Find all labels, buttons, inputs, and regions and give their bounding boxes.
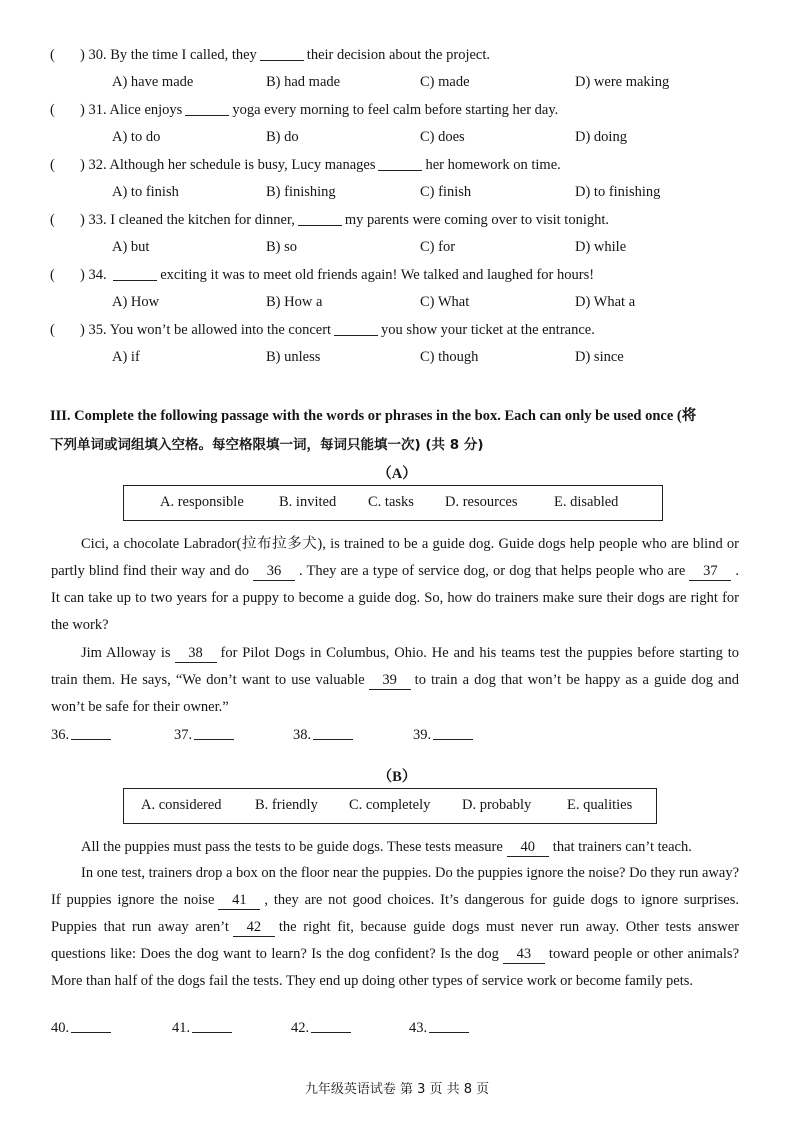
answer-line[interactable] bbox=[313, 725, 353, 740]
question-number: ) 35. bbox=[80, 322, 107, 338]
option-a: A) but bbox=[112, 239, 150, 255]
question-number: ) 32. bbox=[80, 157, 107, 173]
option-c: C) finish bbox=[420, 184, 472, 200]
answer-line[interactable] bbox=[71, 725, 111, 740]
word-option: E. qualities bbox=[567, 797, 633, 813]
blank-38: 38 bbox=[175, 644, 217, 663]
option-b: B) How a bbox=[266, 294, 323, 310]
option-d: D) to finishing bbox=[575, 184, 661, 200]
part-a-label: （A） bbox=[377, 466, 417, 482]
question-31 bbox=[50, 96, 750, 151]
option-b: B) do bbox=[266, 129, 299, 145]
option-a: A) to do bbox=[112, 129, 161, 145]
option-c: C) What bbox=[420, 294, 470, 310]
page-footer: 九年级英语试卷 第 3 页 共 8 页 bbox=[304, 1082, 490, 1097]
blank-41: 41 bbox=[218, 891, 260, 910]
answer-line[interactable] bbox=[429, 1018, 469, 1033]
passage-a-paragraph-1: Cici, a chocolate Labrador(拉布拉多犬), is trained to be a guide dog. Guide dogs help people who are blind or partly blind find their way and do 36 . They are a type of service dog, or dog that helps people who are 37 . It can take up to two years for a puppy to become a guide dog. So, how do trainers make sure their dogs are right for the work? bbox=[51, 536, 739, 633]
word-option: C. completely bbox=[349, 797, 431, 813]
answer-lines-b bbox=[51, 1015, 751, 1041]
question-30 bbox=[50, 41, 750, 96]
option-d: D) since bbox=[575, 349, 624, 365]
word-option: A. considered bbox=[141, 797, 222, 813]
answer-line[interactable] bbox=[71, 1018, 111, 1033]
answer-line[interactable] bbox=[194, 725, 234, 740]
option-d: D) were making bbox=[575, 74, 670, 90]
question-text-pre: Alice enjoys bbox=[109, 102, 183, 118]
option-b: B) finishing bbox=[266, 184, 336, 200]
multiple-choice-section bbox=[50, 41, 750, 371]
word-box-a bbox=[123, 485, 663, 521]
answer-line[interactable] bbox=[192, 1018, 232, 1033]
option-d: D) while bbox=[575, 239, 627, 255]
question-34 bbox=[50, 261, 750, 316]
question-blank bbox=[298, 209, 342, 226]
word-option: A. responsible bbox=[160, 494, 244, 510]
question-number: ) 33. bbox=[80, 212, 107, 228]
question-text-post: exciting it was to meet old friends again! We talked and laughed for hours! bbox=[160, 267, 595, 283]
answer-40[interactable]: 40. bbox=[51, 1015, 111, 1041]
answer-37[interactable]: 37. bbox=[174, 722, 234, 748]
option-a: A) if bbox=[112, 349, 140, 365]
answer-lines-a bbox=[51, 722, 751, 748]
option-d: D) doing bbox=[575, 129, 627, 145]
word-option: B. invited bbox=[279, 494, 337, 510]
question-text-post: my parents were coming over to visit tonight. bbox=[344, 212, 610, 228]
option-b: B) so bbox=[266, 239, 298, 255]
option-a: A) How bbox=[112, 294, 160, 310]
question-text-post: their decision about the project. bbox=[306, 47, 491, 63]
question-33 bbox=[50, 206, 750, 261]
option-c: C) does bbox=[420, 129, 465, 145]
word-option: B. friendly bbox=[255, 797, 318, 813]
blank-43: 43 bbox=[503, 945, 545, 964]
word-option: D. resources bbox=[445, 494, 518, 510]
answer-parenthesis[interactable]: ( bbox=[50, 157, 55, 173]
question-text-post: her homework on time. bbox=[425, 157, 561, 173]
option-d: D) What a bbox=[575, 294, 636, 310]
answer-parenthesis[interactable]: ( bbox=[50, 47, 55, 63]
option-c: C) for bbox=[420, 239, 456, 255]
question-text-pre: By the time I called, they bbox=[110, 47, 257, 63]
question-blank bbox=[334, 319, 378, 336]
option-a: A) to finish bbox=[112, 184, 179, 200]
word-option: D. probably bbox=[462, 797, 532, 813]
question-text-post: you show your ticket at the entrance. bbox=[381, 322, 595, 338]
passage-a-paragraph-2: Jim Alloway is 38 for Pilot Dogs in Columbus, Ohio. He and his teams test the puppies before starting to train them. He says, “We don’t want to use valuable 39 to train a dog that won’t be happy as a guide dog and won’t be safe for their owner.” bbox=[51, 645, 739, 715]
answer-parenthesis[interactable]: ( bbox=[50, 322, 55, 338]
word-option: E. disabled bbox=[554, 494, 619, 510]
option-b: B) unless bbox=[266, 349, 321, 365]
blank-36: 36 bbox=[253, 562, 295, 581]
question-blank bbox=[260, 44, 304, 61]
question-text-pre: I cleaned the kitchen for dinner, bbox=[110, 212, 295, 228]
word-box-b bbox=[123, 788, 657, 824]
section-3-title-en: III. Complete the following passage with the words or phrases in the box. Each can only be used once (将 bbox=[50, 408, 697, 424]
option-c: C) though bbox=[420, 349, 479, 365]
question-number: ) 31. bbox=[80, 102, 107, 118]
option-b: B) had made bbox=[266, 74, 341, 90]
answer-parenthesis[interactable]: ( bbox=[50, 212, 55, 228]
question-number: ) 30. bbox=[80, 47, 107, 63]
answer-line[interactable] bbox=[433, 725, 473, 740]
question-text-pre: Although her schedule is busy, Lucy manages bbox=[109, 157, 376, 173]
question-blank bbox=[378, 154, 422, 171]
section-3-title bbox=[50, 402, 750, 460]
passage-b-paragraph-1: All the puppies must pass the tests to be guide dogs. These tests measure 40 that trainers can’t teach. bbox=[81, 839, 692, 855]
answer-line[interactable] bbox=[311, 1018, 351, 1033]
question-35 bbox=[50, 316, 750, 371]
blank-37: 37 bbox=[689, 562, 731, 581]
blank-39: 39 bbox=[369, 671, 411, 690]
answer-parenthesis[interactable]: ( bbox=[50, 102, 55, 118]
answer-43[interactable]: 43. bbox=[409, 1015, 469, 1041]
answer-39[interactable]: 39. bbox=[413, 722, 473, 748]
answer-38[interactable]: 38. bbox=[293, 722, 353, 748]
answer-36[interactable]: 36. bbox=[51, 722, 111, 748]
question-text-pre: You won’t be allowed into the concert bbox=[109, 322, 332, 338]
blank-40: 40 bbox=[507, 838, 549, 857]
option-a: A) have made bbox=[112, 74, 194, 90]
option-c: C) made bbox=[420, 74, 470, 90]
question-32 bbox=[50, 151, 750, 206]
blank-42: 42 bbox=[233, 918, 275, 937]
word-option: C. tasks bbox=[368, 494, 414, 510]
answer-41[interactable]: 41. bbox=[172, 1015, 232, 1041]
question-number: ) 34. bbox=[80, 267, 107, 283]
passage-b-paragraph-2: In one test, trainers drop a box on the floor near the puppies. Do the puppies ignore the noise? Do they run away? If puppies ignore the noise 41 , they are not good choices. It’s dangerous for guide dogs to ignore surprises. Puppies that run away aren’t 42 the right fit, because guide dogs must never run away. Other tests answer questions like: Does the dog want to learn? Is the dog confident? Is the dog 43 toward people or other animals? More than half of the dogs fail the tests. They end up doing other types of service work or become family pets. bbox=[51, 865, 740, 989]
section-3-title-cn: 下列单词或词组填入空格。每空格限填一词，每词只能填一次) (共 8 分) bbox=[50, 437, 484, 453]
answer-parenthesis[interactable]: ( bbox=[50, 267, 55, 283]
answer-42[interactable]: 42. bbox=[291, 1015, 351, 1041]
part-b-label: （B） bbox=[377, 769, 417, 785]
question-blank bbox=[113, 264, 157, 281]
question-text-post: yoga every morning to feel calm before starting her day. bbox=[232, 102, 559, 118]
question-blank bbox=[185, 99, 229, 116]
